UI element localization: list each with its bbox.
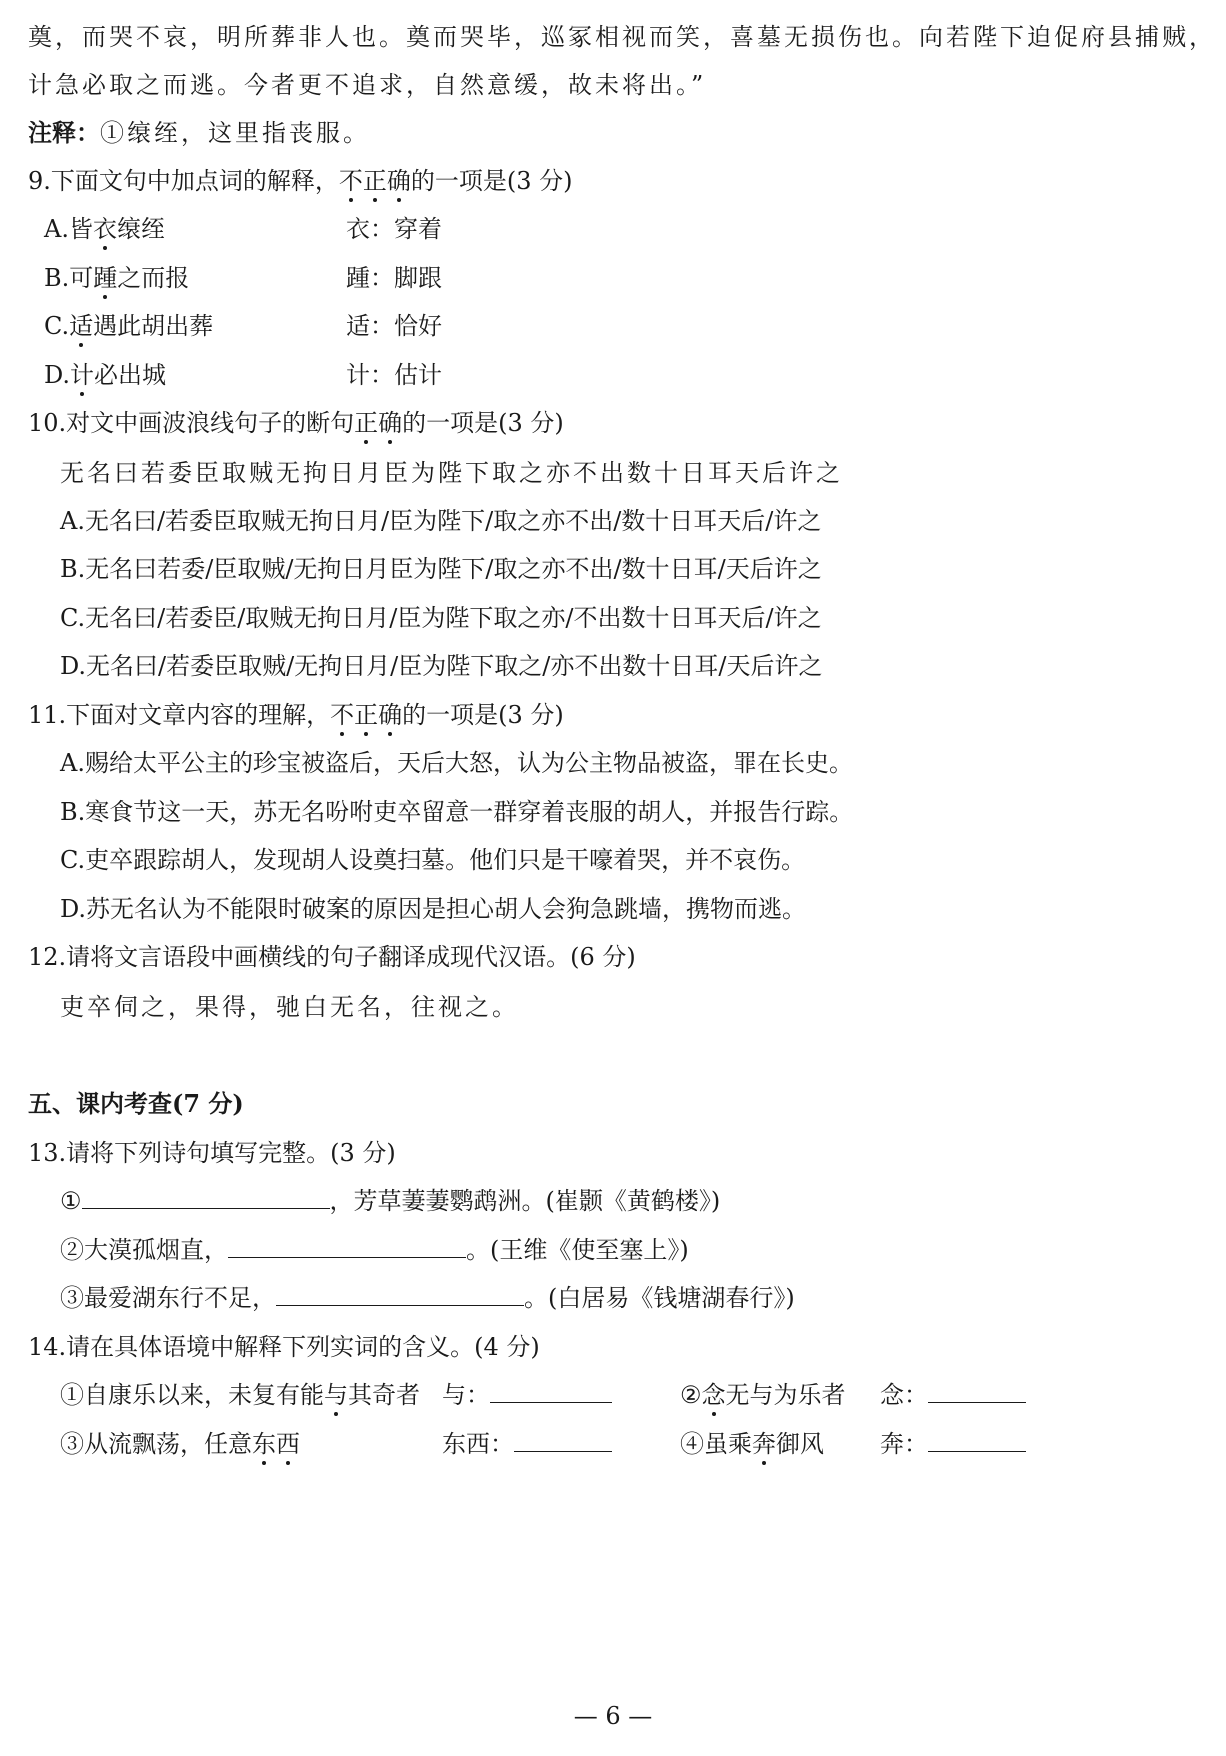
q9-option-c-gloss: 适：恰好: [346, 312, 442, 340]
q10-stem-a: 10.对文中画波浪线句子的断句: [28, 409, 355, 437]
q9-stem-c: 的一项是(3 分): [410, 167, 573, 195]
dotted-word: 踵: [93, 264, 118, 292]
q10-stem-emphasis: [354, 409, 402, 437]
q14-item-4: ④虽乘奔御风: [680, 1430, 824, 1458]
q9-option-a-gloss: 衣：穿着: [346, 215, 442, 243]
dotted-word: [252, 1430, 300, 1458]
q13-item-3: ③最爱湖东行不足， 。(白居易《钱塘湖春行》): [60, 1284, 795, 1312]
answer-blank[interactable]: [276, 1283, 524, 1306]
emphasis-char: 确: [378, 701, 403, 729]
answer-blank[interactable]: [928, 1380, 1026, 1403]
q14-item-2: ②念无与为乐者: [680, 1381, 846, 1409]
q13-item-1: ① ，芳草萋萋鹦鹉洲。(崔颢《黄鹤楼》): [60, 1187, 721, 1215]
q14-stem: 14.请在具体语境中解释下列实词的含义。(4 分): [28, 1333, 540, 1361]
passage-line-1: 奠，而哭不哀，明所葬非人也。奠而哭毕，巡冢相视而笑，喜墓无损伤也。向若陛下迫促府县捕贼，: [28, 23, 1216, 51]
q14-answer-2: 念：: [880, 1380, 1026, 1410]
note: [28, 118, 370, 148]
q13-stem: 13.请将下列诗句填写完整。(3 分): [28, 1139, 396, 1167]
dotted-word: 奔: [752, 1430, 776, 1458]
q9-option-d: D.计必出城 计：估计: [44, 361, 442, 389]
answer-blank[interactable]: [82, 1186, 330, 1209]
passage-line-2: 计急必取之而逃。今者更不追求，自然意缓，故未将出。”: [28, 71, 707, 99]
answer-blank[interactable]: [490, 1380, 612, 1403]
q10-option-c: C.无名曰/若委臣/取贼无拘日月/臣为陛下取之亦/不出数十日耳天后/许之: [60, 604, 822, 632]
q10-stem-c: 的一项是(3 分): [402, 409, 564, 437]
note-label: 注释：: [28, 118, 100, 147]
q10-stem: [28, 408, 564, 438]
emphasis-char: 东: [252, 1430, 276, 1458]
q10-option-b: B.无名曰若委/臣取贼/无拘日月臣为陛下/取之亦不出/数十日耳/天后许之: [60, 555, 822, 583]
emphasis-char: 确: [386, 167, 411, 195]
q14-answer-3: 东西：: [442, 1429, 612, 1459]
dotted-word: 念: [701, 1381, 726, 1409]
dotted-word: 与: [324, 1381, 348, 1409]
note-text: ①缞绖，这里指丧服。: [100, 119, 370, 147]
q9-option-b: B.可踵之而报 踵：脚跟: [44, 264, 442, 292]
q12-sentence: 吏卒伺之，果得，驰白无名，往视之。: [60, 993, 519, 1021]
q11-stem: [28, 700, 564, 730]
q9-option-a: A.皆衣缞绖 衣：穿着: [44, 215, 442, 243]
q10-sentence: 无名曰若委臣取贼无拘日月臣为陛下取之亦不出数十日耳天后许之: [60, 459, 843, 487]
q9-stem-a: 9.下面文句中加点词的解释，: [28, 167, 339, 195]
q10-option-a: A.无名曰/若委臣取贼无拘日月/臣为陛下/取之亦不出/数十日耳天后/许之: [60, 507, 822, 535]
q11-option-c: C.吏卒跟踪胡人，发现胡人设奠扫墓。他们只是干嚎着哭，并不哀伤。: [60, 846, 806, 874]
q12-stem: 12.请将文言语段中画横线的句子翻译成现代汉语。(6 分): [28, 943, 636, 971]
emphasis-char: 确: [378, 409, 403, 437]
page-number: — 6 —: [573, 1702, 653, 1730]
q11-stem-a: 11.下面对文章内容的理解，: [28, 701, 331, 729]
emphasis-char: 正: [354, 409, 379, 437]
emphasis-char: 正: [354, 701, 379, 729]
emphasis-char: 不: [338, 167, 363, 195]
q9-option-d-gloss: 计：估计: [346, 361, 442, 389]
q14-item-1: ①自康乐以来，未复有能与其奇者: [60, 1381, 420, 1409]
section-5-title: 五、课内考查(7 分): [28, 1089, 244, 1118]
dotted-word: 衣: [92, 215, 117, 243]
emphasis-char: 正: [362, 167, 387, 195]
q11-stem-emphasis: [330, 701, 402, 729]
q11-stem-c: 的一项是(3 分): [402, 701, 564, 729]
q9-option-b-gloss: 踵：脚跟: [346, 264, 442, 292]
answer-blank[interactable]: [928, 1429, 1026, 1452]
q14-answer-1: 与：: [442, 1380, 612, 1410]
emphasis-char: 西: [276, 1430, 300, 1458]
answer-blank[interactable]: [514, 1429, 612, 1452]
q9-option-c: C.适遇此胡出葬 适：恰好: [44, 312, 442, 340]
q10-option-d: D.无名曰/若委臣取贼/无拘日月/臣为陛下取之/亦不出数十日耳/天后许之: [60, 652, 823, 680]
q14-answer-4: 奔：: [880, 1429, 1026, 1459]
q9-stem: [28, 166, 573, 196]
q11-option-a: A.赐给太平公主的珍宝被盗后，天后大怒，认为公主物品被盗，罪在长史。: [60, 749, 853, 777]
q11-option-b: B.寒食节这一天，苏无名吩咐吏卒留意一群穿着丧服的胡人，并报告行踪。: [60, 798, 854, 826]
q14-item-3: ③从流飘荡，任意东西: [60, 1430, 300, 1458]
q11-option-d: D.苏无名认为不能限时破案的原因是担心胡人会狗急跳墙，携物而逃。: [60, 895, 807, 923]
q13-item-2: ②大漠孤烟直， 。(王维《使至塞上》): [60, 1236, 689, 1264]
q9-stem-emphasis: [339, 167, 411, 195]
answer-blank[interactable]: [228, 1235, 466, 1258]
dotted-word: 适: [69, 312, 94, 340]
dotted-word: 计: [70, 361, 95, 389]
emphasis-char: 不: [330, 701, 355, 729]
